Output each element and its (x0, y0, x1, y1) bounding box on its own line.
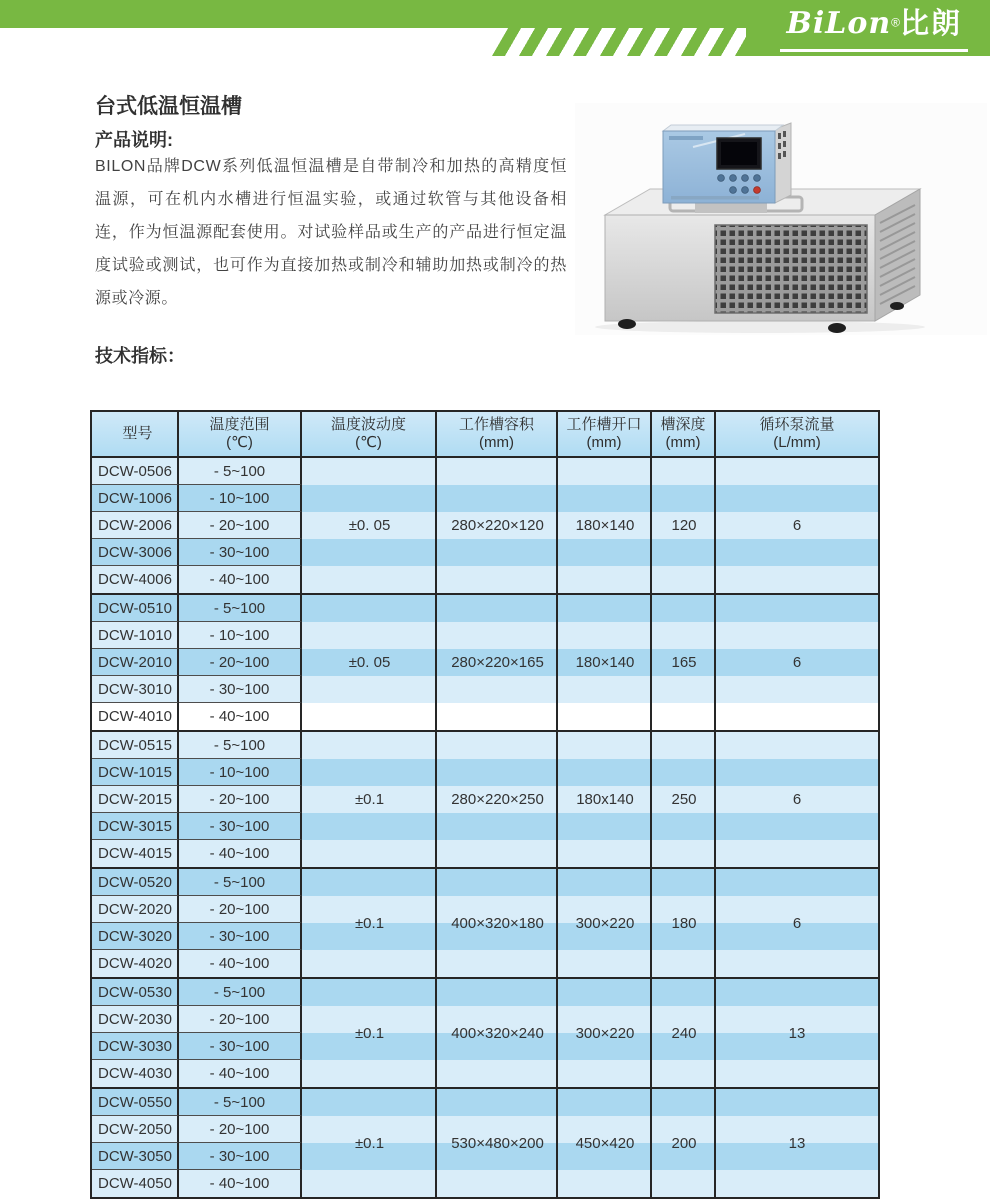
merged-opening-cell: 300×220 (575, 1024, 635, 1042)
stripe-cell (652, 1089, 716, 1116)
model-cell: DCW-3030 (92, 1033, 179, 1060)
model-cell: DCW-2020 (92, 896, 179, 923)
temp-range-cell: - 30~100 (179, 1033, 302, 1060)
column-unit: (mm) (586, 434, 622, 451)
stripe-cell (302, 539, 437, 566)
brand-logo (780, 7, 968, 52)
stripe-cell (652, 896, 716, 923)
stripe-cell (302, 1060, 437, 1087)
stripe-cell (302, 566, 437, 593)
stripe-cell (437, 703, 558, 730)
stripe-cell (558, 1170, 652, 1197)
model-cell: DCW-0515 (92, 732, 179, 759)
table-row (92, 566, 878, 593)
model-cell: DCW-0530 (92, 979, 179, 1006)
specs-section-label: 技术指标： (95, 346, 185, 366)
table-row (92, 1033, 878, 1060)
model-cell: DCW-1010 (92, 622, 179, 649)
stripe-cell (652, 485, 716, 512)
model-cell: DCW-2010 (92, 649, 179, 676)
device-illustration (575, 103, 987, 335)
stripe-cell (558, 1033, 652, 1060)
table-row (92, 703, 878, 730)
stripe-cell (437, 676, 558, 703)
merged-fluctuation-cell: ±0.1 (354, 1134, 385, 1152)
logo-chinese-text: 比朗 (899, 8, 962, 40)
temp-range-cell: - 5~100 (179, 595, 302, 622)
column-header-2 (302, 412, 437, 456)
model-cell: DCW-2015 (92, 786, 179, 813)
stripe-cell (437, 979, 558, 1006)
stripe-cell (437, 786, 558, 813)
product-description: BILON品牌DCW系列低温恒温槽是自带制冷和加热的高精度恒温源，可在机内水槽进行恒温实验，或通过软管与其他设备相连，作为恒温源配套使用。对试验样品或生产的产品进行恒定温度试验或测试，也可作为直接加热或制冷和辅助加热或制冷的热源或冷源。 (95, 158, 567, 307)
stripe-cell (716, 1116, 878, 1143)
stripe-cell (558, 950, 652, 977)
stripe-cell (716, 485, 878, 512)
temp-range-cell: - 40~100 (179, 950, 302, 977)
stripe-cell (437, 1116, 558, 1143)
merged-volume-cell: 400×320×240 (451, 1024, 544, 1042)
registered-trademark-icon: ® (891, 15, 900, 30)
stripe-cell (652, 840, 716, 867)
spec-group-5 (92, 1087, 878, 1197)
stripe-cell (302, 1116, 437, 1143)
table-row (92, 676, 878, 703)
merged-opening-cell: 180×140 (575, 654, 635, 671)
specs-table-header (92, 412, 878, 458)
table-row (92, 979, 878, 1006)
merged-volume-cell: 280×220×250 (451, 791, 544, 808)
model-cell: DCW-2006 (92, 512, 179, 539)
temp-range-cell: - 5~100 (179, 458, 302, 485)
merged-depth-cell: 120 (671, 517, 697, 534)
stripe-cell (558, 979, 652, 1006)
column-title: 温度范围 (209, 416, 270, 433)
table-row (92, 1170, 878, 1197)
stripe-cell (437, 840, 558, 867)
stripe-cell (302, 1089, 437, 1116)
stripe-cell (558, 759, 652, 786)
stripe-cell (302, 786, 437, 813)
spec-group-4 (92, 977, 878, 1087)
stripe-cell (558, 649, 652, 676)
model-cell: DCW-0550 (92, 1089, 179, 1116)
stripe-cell (302, 950, 437, 977)
merged-fluctuation-cell: ±0.1 (354, 914, 385, 932)
model-cell: DCW-4020 (92, 950, 179, 977)
model-cell: DCW-2050 (92, 1116, 179, 1143)
temp-range-cell: - 5~100 (179, 979, 302, 1006)
stripe-cell (302, 622, 437, 649)
temp-range-cell: - 20~100 (179, 896, 302, 923)
stripe-cell (302, 676, 437, 703)
column-unit: (℃) (226, 434, 253, 451)
model-cell: DCW-1015 (92, 759, 179, 786)
stripe-cell (437, 539, 558, 566)
stripe-cell (558, 676, 652, 703)
stripe-cell (716, 1033, 878, 1060)
description-label: 产品说明: (95, 130, 173, 150)
stripe-cell (652, 676, 716, 703)
stripe-cell (558, 896, 652, 923)
stripe-cell (652, 1006, 716, 1033)
stripe-cell (716, 759, 878, 786)
table-row (92, 485, 878, 512)
stripe-cell (652, 923, 716, 950)
merged-depth-cell: 200 (671, 1134, 697, 1152)
temp-range-cell: - 5~100 (179, 1089, 302, 1116)
stripe-cell (652, 1060, 716, 1087)
stripe-cell (302, 979, 437, 1006)
merged-flow-cell: 6 (792, 654, 802, 671)
stripe-cell (558, 566, 652, 593)
temp-range-cell: - 10~100 (179, 485, 302, 512)
stripe-cell (716, 950, 878, 977)
stripe-cell (302, 512, 437, 539)
stripe-cell (302, 703, 437, 730)
temp-range-cell: - 40~100 (179, 1170, 302, 1197)
temp-range-cell: - 5~100 (179, 732, 302, 759)
model-cell: DCW-4015 (92, 840, 179, 867)
stripe-cell (302, 869, 437, 896)
merged-depth-cell: 180 (671, 914, 697, 932)
stripe-cell (652, 566, 716, 593)
table-row (92, 1143, 878, 1170)
stripe-cell (652, 512, 716, 539)
table-row (92, 732, 878, 759)
stripe-cell (437, 512, 558, 539)
stripe-cell (437, 566, 558, 593)
table-row (92, 539, 878, 566)
stripe-pattern (492, 28, 770, 56)
column-header-4 (558, 412, 652, 456)
stripe-cell (716, 512, 878, 539)
column-title: 工作槽开口 (566, 416, 642, 433)
merged-fluctuation-cell: ±0. 05 (348, 517, 391, 534)
stripe-cell (716, 813, 878, 840)
table-row (92, 1116, 878, 1143)
stripe-cell (302, 485, 437, 512)
stripe-cell (437, 869, 558, 896)
stripe-cell (437, 622, 558, 649)
specs-table (90, 410, 880, 1199)
temp-range-cell: - 40~100 (179, 1060, 302, 1087)
stripe-cell (716, 732, 878, 759)
temp-range-cell: - 5~100 (179, 869, 302, 896)
column-title: 型号 (122, 425, 153, 442)
page-title: 台式低温恒温槽 (95, 95, 242, 118)
column-unit: (℃) (355, 434, 382, 451)
temp-range-cell: - 10~100 (179, 759, 302, 786)
table-row (92, 896, 878, 923)
temp-range-cell: - 20~100 (179, 786, 302, 813)
stripe-cell (558, 840, 652, 867)
column-title: 温度波动度 (330, 416, 406, 433)
temp-range-cell: - 30~100 (179, 923, 302, 950)
column-title: 槽深度 (660, 416, 706, 433)
stripe-cell (652, 759, 716, 786)
stripe-cell (558, 622, 652, 649)
stripe-cell (437, 1060, 558, 1087)
stripe-cell (716, 1089, 878, 1116)
stripe-cell (558, 923, 652, 950)
stripe-cell (437, 1033, 558, 1060)
table-row (92, 1089, 878, 1116)
column-header-3 (437, 412, 558, 456)
stripe-cell (558, 458, 652, 485)
table-row (92, 649, 878, 676)
stripe-cell (558, 869, 652, 896)
model-cell: DCW-4010 (92, 703, 179, 730)
temp-range-cell: - 20~100 (179, 1006, 302, 1033)
stripe-cell (437, 595, 558, 622)
header-diagonal-stripes (500, 28, 762, 56)
stripe-cell (716, 1060, 878, 1087)
merged-opening-cell: 450×420 (575, 1134, 635, 1152)
model-cell: DCW-2030 (92, 1006, 179, 1033)
table-row (92, 759, 878, 786)
stripe-cell (437, 458, 558, 485)
product-photo (575, 103, 987, 335)
merged-volume-cell: 400×320×180 (451, 914, 544, 932)
merged-volume-cell: 530×480×200 (451, 1134, 544, 1152)
table-row (92, 813, 878, 840)
stripe-cell (652, 595, 716, 622)
stripe-cell (716, 869, 878, 896)
temp-range-cell: - 10~100 (179, 622, 302, 649)
spec-group-3 (92, 867, 878, 977)
stripe-cell (652, 950, 716, 977)
stripe-cell (437, 1006, 558, 1033)
stripe-cell (437, 485, 558, 512)
merged-depth-cell: 250 (671, 791, 697, 808)
specs-table-body (92, 458, 878, 1197)
merged-opening-cell: 180x140 (576, 791, 634, 808)
model-cell: DCW-4050 (92, 1170, 179, 1197)
merged-volume-cell: 280×220×120 (451, 517, 544, 534)
stripe-cell (302, 923, 437, 950)
model-cell: DCW-0506 (92, 458, 179, 485)
stripe-cell (652, 539, 716, 566)
stripe-cell (437, 896, 558, 923)
column-header-5 (652, 412, 716, 456)
stripe-cell (716, 539, 878, 566)
stripe-cell (302, 595, 437, 622)
temp-range-cell: - 40~100 (179, 703, 302, 730)
stripe-cell (652, 1116, 716, 1143)
merged-flow-cell: 13 (788, 1024, 806, 1042)
stripe-cell (302, 1143, 437, 1170)
column-header-0 (92, 412, 179, 456)
stripe-cell (716, 676, 878, 703)
stripe-cell (558, 813, 652, 840)
column-header-6 (716, 412, 878, 456)
merged-depth-cell: 165 (671, 654, 697, 671)
table-row (92, 622, 878, 649)
stripe-cell (558, 1006, 652, 1033)
model-cell: DCW-4006 (92, 566, 179, 593)
merged-flow-cell: 13 (788, 1134, 806, 1152)
merged-fluctuation-cell: ±0.1 (354, 791, 385, 808)
stripe-cell (437, 950, 558, 977)
stripe-cell (437, 813, 558, 840)
stripe-cell (302, 759, 437, 786)
stripe-cell (558, 732, 652, 759)
model-cell: DCW-3010 (92, 676, 179, 703)
stripe-cell (652, 622, 716, 649)
stripe-cell (652, 1143, 716, 1170)
stripe-cell (652, 1170, 716, 1197)
stripe-cell (558, 512, 652, 539)
stripe-cell (652, 979, 716, 1006)
stripe-cell (302, 896, 437, 923)
model-cell: DCW-1006 (92, 485, 179, 512)
stripe-cell (302, 649, 437, 676)
stripe-cell (652, 649, 716, 676)
stripe-cell (558, 485, 652, 512)
table-row (92, 786, 878, 813)
stripe-cell (437, 759, 558, 786)
spec-group-2 (92, 730, 878, 867)
table-row (92, 840, 878, 867)
stripe-cell (437, 1170, 558, 1197)
table-row (92, 1006, 878, 1033)
model-cell: DCW-0510 (92, 595, 179, 622)
column-unit: (L/mm) (773, 434, 821, 451)
stripe-cell (558, 539, 652, 566)
stripe-cell (652, 869, 716, 896)
stripe-cell (437, 649, 558, 676)
model-cell: DCW-3015 (92, 813, 179, 840)
stripe-cell (716, 649, 878, 676)
temp-range-cell: - 30~100 (179, 813, 302, 840)
stripe-cell (716, 786, 878, 813)
stripe-cell (437, 1143, 558, 1170)
column-title: 工作槽容积 (458, 416, 534, 433)
temp-range-cell: - 30~100 (179, 1143, 302, 1170)
table-row (92, 950, 878, 977)
stripe-cell (302, 840, 437, 867)
table-row (92, 458, 878, 485)
merged-fluctuation-cell: ±0. 05 (348, 654, 391, 671)
model-cell: DCW-0520 (92, 869, 179, 896)
model-cell: DCW-4030 (92, 1060, 179, 1087)
temp-range-cell: - 40~100 (179, 840, 302, 867)
stripe-cell (716, 595, 878, 622)
merged-volume-cell: 280×220×165 (451, 654, 544, 671)
stripe-cell (558, 1089, 652, 1116)
header-logo-band (746, 0, 990, 56)
model-cell: DCW-3006 (92, 539, 179, 566)
stripe-cell (558, 786, 652, 813)
stripe-cell (716, 566, 878, 593)
column-unit: (mm) (479, 434, 514, 451)
temp-range-cell: - 20~100 (179, 649, 302, 676)
stripe-cell (302, 458, 437, 485)
temp-range-cell: - 20~100 (179, 512, 302, 539)
logo-latin-text: BiLon (786, 6, 892, 41)
temp-range-cell: - 20~100 (179, 1116, 302, 1143)
stripe-cell (716, 458, 878, 485)
stripe-cell (302, 1033, 437, 1060)
merged-opening-cell: 180×140 (575, 517, 635, 534)
table-row (92, 512, 878, 539)
temp-range-cell: - 30~100 (179, 539, 302, 566)
temp-range-cell: - 40~100 (179, 566, 302, 593)
stripe-cell (716, 622, 878, 649)
table-row (92, 595, 878, 622)
stripe-cell (716, 1143, 878, 1170)
stripe-cell (652, 732, 716, 759)
stripe-cell (716, 923, 878, 950)
merged-depth-cell: 240 (671, 1024, 697, 1042)
merged-fluctuation-cell: ±0.1 (354, 1024, 385, 1042)
stripe-cell (652, 703, 716, 730)
merged-flow-cell: 6 (792, 517, 802, 534)
merged-flow-cell: 6 (792, 914, 802, 932)
stripe-cell (437, 1089, 558, 1116)
stripe-cell (716, 896, 878, 923)
stripe-cell (652, 458, 716, 485)
stripe-cell (716, 703, 878, 730)
temp-range-cell: - 30~100 (179, 676, 302, 703)
column-title: 循环泵流量 (759, 416, 835, 433)
merged-opening-cell: 300×220 (575, 914, 635, 932)
model-cell: DCW-3020 (92, 923, 179, 950)
stripe-cell (716, 1006, 878, 1033)
stripe-cell (558, 703, 652, 730)
spec-group-1 (92, 593, 878, 730)
stripe-cell (437, 923, 558, 950)
stripe-cell (652, 786, 716, 813)
stripe-cell (437, 732, 558, 759)
stripe-cell (716, 840, 878, 867)
table-row (92, 869, 878, 896)
stripe-cell (302, 813, 437, 840)
column-unit: (mm) (665, 434, 701, 451)
table-row (92, 1060, 878, 1087)
stripe-cell (652, 1033, 716, 1060)
table-row (92, 923, 878, 950)
stripe-cell (302, 1170, 437, 1197)
stripe-cell (558, 595, 652, 622)
stripe-cell (558, 1143, 652, 1170)
spec-group-0 (92, 458, 878, 593)
stripe-cell (558, 1116, 652, 1143)
model-cell: DCW-3050 (92, 1143, 179, 1170)
stripe-cell (302, 1006, 437, 1033)
merged-flow-cell: 6 (792, 791, 802, 808)
stripe-cell (302, 732, 437, 759)
stripe-cell (716, 979, 878, 1006)
stripe-cell (558, 1060, 652, 1087)
stripe-cell (716, 1170, 878, 1197)
column-header-1 (179, 412, 302, 456)
stripe-cell (652, 813, 716, 840)
